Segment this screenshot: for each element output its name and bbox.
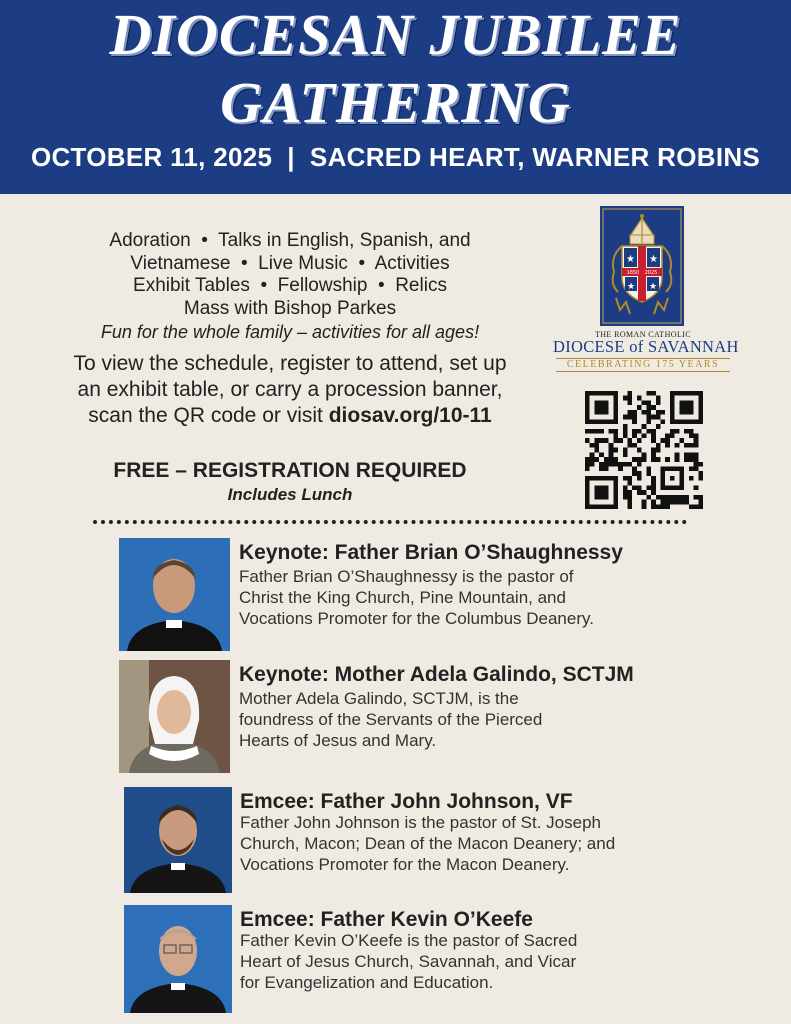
qr-module [651, 500, 656, 505]
qr-module [618, 462, 623, 467]
qr-module [637, 485, 642, 490]
qr-module [661, 504, 666, 509]
speaker-bio-line: Heart of Jesus Church, Savannah, and Vicar [240, 952, 577, 971]
qr-module [627, 443, 632, 448]
speaker-bio-line: Vocations Promoter for the Macon Deanery. [240, 855, 570, 874]
qr-module [609, 457, 614, 462]
qr-module [651, 490, 656, 495]
qr-module [675, 457, 680, 462]
qr-module [632, 485, 637, 490]
qr-module [642, 490, 647, 495]
qr-module [609, 462, 614, 467]
qr-module [665, 433, 670, 438]
dotted-divider [93, 520, 687, 524]
person-silhouette-icon [124, 787, 232, 893]
qr-module [599, 467, 604, 472]
qr-module [665, 504, 670, 509]
qr-module [642, 424, 647, 429]
instructions-text: scan the QR code or visit [88, 404, 329, 427]
qr-module [627, 410, 632, 415]
qr-module [623, 433, 628, 438]
features-line: Adoration • Talks in English, Spanish, and [109, 230, 471, 251]
qr-module [585, 429, 590, 434]
qr-module [590, 452, 595, 457]
qr-module [646, 391, 651, 396]
qr-module [623, 490, 628, 495]
qr-module [613, 462, 618, 467]
roman-catholic-label: THE ROMAN CATHOLIC [594, 330, 692, 339]
qr-module [632, 467, 637, 472]
qr-module [642, 410, 647, 415]
qr-module [585, 462, 590, 467]
qr-module [651, 504, 656, 509]
person-silhouette-icon [119, 538, 230, 651]
qr-module [637, 476, 642, 481]
qr-module [623, 396, 628, 401]
qr-module [656, 448, 661, 453]
speaker-bio-line: Father Kevin O’Keefe is the pastor of Sacred [240, 931, 578, 950]
qr-module [594, 443, 599, 448]
qr-module [665, 443, 670, 448]
qr-module [694, 485, 699, 490]
free-registration-notice: FREE – REGISTRATION REQUIRED [113, 459, 467, 482]
qr-module [627, 500, 632, 505]
qr-module [670, 433, 675, 438]
qr-module [661, 495, 666, 500]
qr-module [656, 457, 661, 462]
qr-module [623, 485, 628, 490]
features-line: Mass with Bishop Parkes [183, 297, 397, 319]
qr-module [609, 443, 614, 448]
qr-module [675, 500, 680, 505]
qr-module [609, 452, 614, 457]
qr-module [656, 443, 661, 448]
qr-module [632, 471, 637, 476]
qr-module [651, 438, 656, 443]
qr-alignment-pattern [670, 476, 675, 481]
speaker-title: Emcee: Father Kevin O’Keefe [240, 908, 533, 931]
speaker-bio-line: Christ the King Church, Pine Mountain, and [239, 588, 566, 607]
qr-module [627, 490, 632, 495]
qr-module [627, 462, 632, 467]
qr-module [665, 500, 670, 505]
qr-module [698, 495, 703, 500]
qr-module [651, 433, 656, 438]
qr-module [604, 462, 609, 467]
qr-module [613, 438, 618, 443]
qr-module [646, 471, 651, 476]
qr-module [651, 485, 656, 490]
qr-module [689, 504, 694, 509]
qr-finder-pattern [594, 400, 608, 414]
speaker-title: Keynote: Father Brian O’Shaughnessy [239, 541, 623, 564]
qr-module [585, 457, 590, 462]
qr-module [694, 504, 699, 509]
qr-module [646, 405, 651, 410]
qr-module [665, 438, 670, 443]
qr-module [623, 452, 628, 457]
qr-module [661, 500, 666, 505]
registration-instructions [40, 351, 540, 429]
qr-module [627, 391, 632, 396]
speaker-bio [240, 930, 577, 993]
qr-module [623, 429, 628, 434]
qr-module [637, 438, 642, 443]
qr-module [656, 504, 661, 509]
qr-module [590, 443, 595, 448]
qr-module [627, 396, 632, 401]
qr-module [646, 419, 651, 424]
qr-module [646, 485, 651, 490]
qr-module [642, 400, 647, 405]
qr-module [632, 429, 637, 434]
qr-module [651, 448, 656, 453]
qr-module [637, 429, 642, 434]
qr-module [684, 457, 689, 462]
date-location: OCTOBER 11, 2025 | SACRED HEART, WARNER ROBINS [30, 142, 761, 172]
qr-module [670, 500, 675, 505]
qr-module [637, 396, 642, 401]
qr-module [637, 457, 642, 462]
speaker-bio-line: Father John Johnson is the pastor of St. Joseph [240, 813, 601, 832]
qr-module [609, 448, 614, 453]
qr-module [651, 391, 656, 396]
qr-module [656, 415, 661, 420]
qr-module [599, 438, 604, 443]
qr-module [637, 490, 642, 495]
event-title-line1: DIOCESAN JUBILEE [109, 2, 682, 67]
qr-module [656, 400, 661, 405]
qr-module [609, 429, 614, 434]
qr-module [646, 410, 651, 415]
qr-module [656, 410, 661, 415]
qr-module [684, 500, 689, 505]
qr-module [679, 438, 684, 443]
qr-module [656, 396, 661, 401]
qr-module [613, 448, 618, 453]
qr-finder-pattern [679, 400, 693, 414]
qr-module [684, 452, 689, 457]
qr-module [694, 462, 699, 467]
speaker-photo [124, 787, 232, 893]
qr-module [642, 504, 647, 509]
qr-module [637, 462, 642, 467]
qr-module [689, 476, 694, 481]
qr-module [599, 452, 604, 457]
qr-module [689, 429, 694, 434]
celebrating-label: CELEBRATING 175 YEARS [556, 358, 730, 372]
qr-module [694, 438, 699, 443]
qr-module [623, 424, 628, 429]
qr-module [599, 462, 604, 467]
qr-module [585, 467, 590, 472]
speaker-bio-line: Church, Macon; Dean of the Macon Deanery; and [240, 834, 616, 853]
qr-module [613, 433, 618, 438]
instructions-line: an exhibit table, or carry a procession banner, [77, 378, 503, 401]
qr-module [618, 467, 623, 472]
qr-module [694, 495, 699, 500]
qr-module [642, 457, 647, 462]
qr-module [599, 429, 604, 434]
qr-finder-pattern [594, 485, 608, 499]
qr-module [590, 457, 595, 462]
speaker-bio-line: Hearts of Jesus and Mary. [239, 731, 437, 750]
event-title-line2: GATHERING [220, 70, 571, 135]
qr-module [627, 438, 632, 443]
qr-module [637, 405, 642, 410]
year-end-label: 2025 [644, 270, 658, 276]
svg-text:★: ★ [626, 254, 635, 265]
speaker-bio-line: Father Brian O’Shaughnessy is the pastor of [239, 567, 574, 586]
year-start-label: 1850 [626, 270, 640, 276]
qr-module [689, 457, 694, 462]
speaker-bio [239, 688, 542, 751]
qr-module [585, 438, 590, 443]
qr-module [590, 429, 595, 434]
qr-module [623, 476, 628, 481]
qr-module [689, 452, 694, 457]
speaker-title: Keynote: Mother Adela Galindo, SCTJM [239, 663, 634, 686]
qr-module [632, 415, 637, 420]
qr-module [698, 504, 703, 509]
qr-module [623, 495, 628, 500]
qr-module [656, 495, 661, 500]
speaker-bio-line: Mother Adela Galindo, SCTJM, is the [239, 689, 519, 708]
qr-module [590, 462, 595, 467]
qr-module [689, 443, 694, 448]
qr-module [646, 495, 651, 500]
speaker-bio-line: foundress of the Servants of the Pierced [239, 710, 543, 729]
svg-text:★: ★ [649, 254, 658, 265]
qr-module [627, 495, 632, 500]
qr-module [656, 424, 661, 429]
qr-module [613, 457, 618, 462]
person-silhouette-icon [119, 660, 230, 773]
qr-module [684, 495, 689, 500]
qr-module [646, 467, 651, 472]
qr-module [679, 495, 684, 500]
diocese-crest-logo [600, 206, 684, 326]
qr-module [651, 481, 656, 486]
qr-module [670, 495, 675, 500]
qr-module [627, 415, 632, 420]
qr-module [651, 457, 656, 462]
qr-module [646, 415, 651, 420]
person-silhouette-icon [124, 905, 232, 1013]
qr-module [679, 500, 684, 505]
qr-module [651, 452, 656, 457]
speaker-photo [119, 538, 230, 651]
qr-module [604, 438, 609, 443]
qr-module [637, 471, 642, 476]
qr-module [627, 504, 632, 509]
features-line: Vietnamese • Live Music • Activities [130, 252, 450, 274]
qr-module [642, 452, 647, 457]
speaker-bio [240, 812, 615, 875]
qr-module [604, 457, 609, 462]
qr-module [642, 433, 647, 438]
qr-module [661, 410, 666, 415]
qr-module [613, 429, 618, 434]
qr-module [594, 438, 599, 443]
qr-module [651, 429, 656, 434]
qr-module [694, 452, 699, 457]
qr-module [694, 433, 699, 438]
qr-module [646, 400, 651, 405]
instructions-line: To view the schedule, register to attend, set up [73, 352, 507, 375]
qr-module [675, 429, 680, 434]
speaker-photo [124, 905, 232, 1013]
speaker-bio-line: for Evangelization and Education. [240, 973, 494, 992]
qr-module [670, 429, 675, 434]
qr-code[interactable] [585, 391, 703, 509]
qr-module [661, 419, 666, 424]
speaker-photo [119, 660, 230, 773]
qr-module [632, 410, 637, 415]
speaker-title: Emcee: Father John Johnson, VF [240, 790, 573, 813]
qr-module [684, 443, 689, 448]
qr-module [632, 419, 637, 424]
qr-module [623, 462, 628, 467]
family-tagline: Fun for the whole family – activities for all ages! [100, 322, 480, 342]
qr-module [627, 476, 632, 481]
qr-module [623, 415, 628, 420]
features-list [40, 230, 540, 320]
qr-module [651, 415, 656, 420]
qr-module [594, 429, 599, 434]
qr-module [675, 452, 680, 457]
qr-module [632, 443, 637, 448]
qr-module [604, 467, 609, 472]
qr-module [618, 438, 623, 443]
qr-module [632, 433, 637, 438]
qr-module [675, 495, 680, 500]
qr-module [637, 448, 642, 453]
qr-module [684, 429, 689, 434]
instructions-line [40, 403, 540, 429]
qr-module [694, 467, 699, 472]
qr-module [661, 438, 666, 443]
features-line: Exhibit Tables • Fellowship • Relics [133, 275, 447, 296]
qr-module [698, 476, 703, 481]
qr-module [689, 433, 694, 438]
qr-module [665, 457, 670, 462]
qr-module [665, 495, 670, 500]
qr-module [694, 443, 699, 448]
qr-module [694, 457, 699, 462]
qr-module [642, 500, 647, 505]
qr-module [651, 476, 656, 481]
qr-module [698, 471, 703, 476]
lunch-note: Includes Lunch [227, 485, 353, 504]
svg-text:★: ★ [648, 282, 658, 292]
speaker-bio-line: Vocations Promoter for the Columbus Deanery. [239, 609, 594, 628]
qr-module [594, 448, 599, 453]
diocese-name: DIOCESE of SAVANNAH [553, 337, 739, 356]
qr-module [632, 457, 637, 462]
qr-module [646, 429, 651, 434]
qr-module [698, 500, 703, 505]
registration-link[interactable]: diosav.org/10-11 [328, 404, 492, 427]
qr-module [594, 457, 599, 462]
svg-text:★: ★ [626, 282, 636, 292]
qr-module [675, 443, 680, 448]
speaker-bio [239, 566, 594, 629]
qr-module [651, 405, 656, 410]
qr-module [627, 481, 632, 486]
qr-module [698, 462, 703, 467]
qr-module [627, 400, 632, 405]
qr-module [689, 467, 694, 472]
qr-module [623, 448, 628, 453]
